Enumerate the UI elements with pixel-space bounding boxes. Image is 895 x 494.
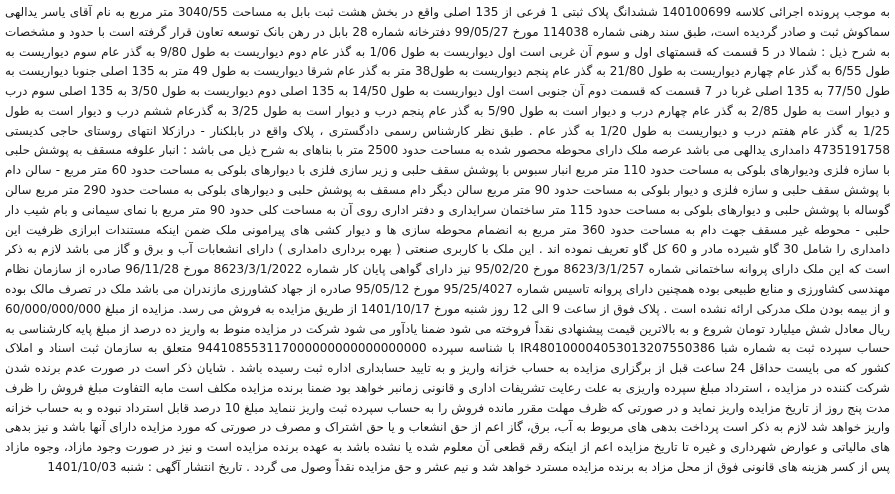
auction-notice-document	[5, 3, 890, 488]
notice-body-text: به موجب پرونده اجرائی کلاسه 140100699 ششدانگ پلاک ثبتی 1 فرعی از 135 اصلی واقع در بخش هشت ثبت بابل به مساحت 3040/55 متر مربع به نام آقای یاسر یدالهی سماکوش ثبت و صادر گردیده است، طبق سند رهنی شماره 114038 مورخ 99/05/27 دفترخانه شماره 28 بابل در رهن بانک توسعه تعاون قرار گرفته است با حدود و مشخصات به شرح ذیل : شمالا در 5 قسمت که قسمتهای اول و سوم آن غربی است اول دیواریست به طول 1/06 به گذر عام دوم دیواریست به طول 9/80 به گذر عام سوم دیواریست به طول 6/55 به گذر عام چهارم دیواریست به طول 21/80 به گذر عام پنجم دیواریست به طول38 متر به گذر عام شرقا دیواریست به طول 49 متر به 135 اصلی جنوبا دیواریست به طول 77/50 به 135 اصلی غربا در 7 قسمت که قسمت دوم آن جنوبی است اول دیواریست به طول 14/50 به 135 اصلی دوم دیواریست به طول 3/50 به 135 اصلی سوم درب و دیوار است به طول 2/85 به گذر عام چهارم درب و دیوار است به طول 5/90 به گذر عام پنجم درب و دیوار است به طول 3/25 به گذرعام ششم درب و دیوار است به طول 1/25 به گذر عام هفتم درب و دیواریست به طول 1/20 به گذر عام . طبق نظر کارشناس رسمی دادگستری ، پلاک واقع در بابلکنار - درازکلا انتهای روستای حاجی کدیستی 4735191758 دامداری یدالهی می باشد عرصه ملک دارای محوطه محصور شده به مساحت حدود 2500 متر با بناهای به شرح ذیل می باشد : انبار علوفه مسقف به پوشش حلبی با سازه فلزی ودیوارهای بلوکی به مساحت حدود 110 متر مربع انبار سبوس با پوشش سقف حلبی و زیر سازی فلزی با دیوارهای بلوکی به مساحت حدود 60 متر مربع - سالن دام با پوشش سقف حلبی و سازه فلزی و دیوار بلوکی به مساحت حدود 90 متر مربع سالن دیگر دام مسقف به پوشش حلبی و دیوارهای بلوکی به مساحت حدود 290 متر مربع سالن گوساله با پوشش حلبی و دیوارهای بلوکی به مساحت حدود 115 متر ساختمان سرایداری و دفتر اداری روی آن به مساحت کلی حدود 90 متر مربع با نمای سیمانی و بام شیب دار حلبی - محوطه غیر مسقف جهت دام به مساحت حدود 360 متر مربع به انضمام محوطه سازی ها و دیوار کشی های پیرامونی ملک ضمن اینکه مستندات ابرازی ظرفیت این دامداری را شامل 30 گاو شیرده مادر و 60 کل گاو تعریف نموده اند . این ملک با کاربری صنعتی ( بهره برداری دامداری ) دارای انشعابات آب و برق و گاز می باشد لازم به ذکر است که این ملک دارای پروانه ساختمانی شماره 8623/3/1/257 مورخ 95/02/20 نیز دارای گواهی پایان کار شماره 8623/3/1/2022 مورخ 96/11/28 صادره از سازمان نظام مهندسی کشاورزی و منابع طبیعی بوده همچنین دارای پروانه تاسیس شماره 95/25/4027 مورخ 95/05/12 صادره از جهاد کشاورزی مازندران می باشد ملک در تصرف مالک بوده و از بیمه بودن ملک مدرکی ارائه نشده است . پلاک فوق از ساعت 9 الی 12 روز شنبه مورخ 1401/10/17 از طریق مزایده به فروش می رسد. مزایده از مبلغ 60/000/000/000 ریال معادل شش میلیارد تومان شروع و به بالاترین قیمت پیشنهادی نقداً فروخته می شود ضمنا یادآور می شود شرکت در مزایده منوط به واریز ده درصد از مبلغ پایه کارشناسی به حساب سپرده ثبت به شماره شبا IR480100004053013207550386 با شناسه سپرده 944108553117000000000000000000 متعلق به سازمان ثبت اسناد و املاک کشور که می بایست حداقل 24 ساعت قبل از برگزاری مزایده به حساب خزانه واریز و به تایید حسابداری اداره ثبت رسیده باشد . شایان ذکر است در صورت عدم برنده شدن شرکت کننده در مزایده ، استرداد مبلغ سپرده واریزی به علت رعایت تشریفات اداری و قانونی زمانبر خواهد بود ضمنا برنده مزایده مکلف است مابه التفاوت مبلغ فروش را ظرف مدت پنج روز از تاریخ مزایده واریز نماید و در صورتی که ظرف مهلت مقرر مانده فروش را به حساب سپرده ثبت واریز ننماید مبلغ 10 درصد قابل استرداد نبوده و به حساب خزانه واریز خواهد شد لازم به ذکر است پرداخت بدهی های مربوط به آب، برق، گاز اعم از حق انشعاب و یا حق اشتراک و مصرف در صورتی که مورد مزایده دارای آنها باشد و نیز بدهی های مالیاتی و عوارض شهرداری و غیره تا تاریخ مزایده اعم از اینکه رقم قطعی آن معلوم شده یا نشده باشد به عهده برنده مزایده است و نیز در صورت وجود مازاد، وجوه مازاد پس از کسر هزینه های قانونی فوق از محل مزاد به برنده مزایده مسترد خواهد شد و نیم عشر و حق مزایده نقداً وصول می گردد . تاریخ انتشار آگهی : شنبه 1401/10/03	[5, 5, 890, 474]
